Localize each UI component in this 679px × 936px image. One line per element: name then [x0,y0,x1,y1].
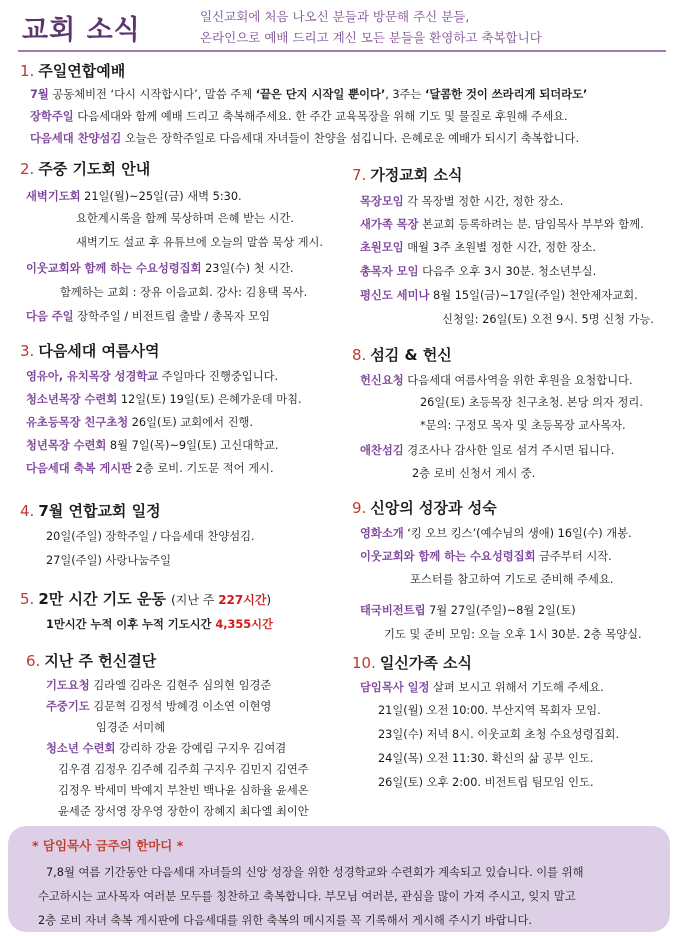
section-title: 주중 기도회 안내 [38,160,151,178]
section-house-church [352,164,462,185]
text-line: 김우겸 김정우 김주혜 김주희 구지우 김민지 김연주 [58,763,309,776]
text-line: 태국비전트립 7월 27일(주일)~8월 2일(토) [360,604,576,617]
text-line: 27일(주일) 사랑나눔주일 [46,554,171,567]
section-july-schedule [20,500,161,521]
text-line: 총목자 모임 다음주 오후 3시 30분. 청소년부실. [360,265,597,278]
section-heading [352,652,472,673]
text-line: 헌신요청 다음세대 여름사역을 위한 후원을 요청합니다. [360,374,633,387]
text-line: 포스터를 참고하여 기도로 준비해 주세요. [410,573,614,586]
text-line: 주중기도 김문혁 김정석 방혜경 이소연 이현영 [46,700,272,713]
section-summer-ministry [20,340,159,361]
section-title: 7월 연합교회 일정 [38,502,161,520]
section-number: 7. [352,166,367,184]
section-number: 8. [352,346,367,364]
text-line: 목장모임 각 목장별 정한 시간, 정한 장소. [360,195,564,208]
section-title: 가정교회 소식 [370,166,463,184]
section-faith-growth [352,497,497,518]
text-line: 다음세대 찬양섬김 오늘은 장학주일로 다음세대 자녀들이 찬양을 섬깁니다. 은혜로운 예배가 되시기 축복합니다. [30,132,580,145]
section-commitments [26,650,156,671]
text-line: 새벽기도회 21일(월)~25일(금) 새벽 5:30. [26,190,242,203]
text-line: 청소년 수련회 강리하 강윤 강예림 구지우 김여겸 [46,742,287,755]
section-heading [26,650,156,671]
text-line: 7월 공동체비전 ‘다시 시작합시다’, 말씀 주제 ‘끝은 단지 시작일 뿐이다’, 3주는 ‘달콤한 것이 쓰라리게 되더라도’ [30,88,588,101]
text-line: 24일(목) 오전 11:30. 확신의 삶 공부 인도. [378,752,594,765]
pastor-message-box [8,826,670,932]
text-line: 23일(수) 저녁 8시. 이웃교회 초청 수요성령집회. [378,728,620,741]
text-line: 새벽기도 설교 후 유튜브에 오늘의 말씀 묵상 게시. [76,236,323,249]
text-line: 이웃교회와 함께 하는 수요성령집회 금주부터 시작. [360,550,612,563]
text-line: 담임목사 일정 살펴 보시고 위해서 기도해 주세요. [360,681,604,694]
text-line: 애찬섬김 경조사나 감사한 일로 섬겨 주시면 됩니다. [360,444,615,457]
section-heading [20,500,161,521]
welcome-line-2: 온라인으로 예배 드리고 계신 모든 분들을 환영하고 축복합니다 [200,30,542,45]
text-line: 청년목장 수련회 8월 7일(목)~9일(토) 고신대학교. [26,439,279,452]
section-heading [20,588,271,609]
welcome-message [200,6,542,48]
text-line: 초원모임 매월 3주 초원별 정한 시간, 정한 장소. [360,241,596,254]
text-line: 요한계시록을 함께 묵상하며 은혜 받는 시간. [76,212,294,225]
section-number: 2. [20,160,35,178]
section-title: 섬김 & 헌신 [370,346,452,364]
text-line: 신청일: 26일(토) 오전 9시. 5명 신청 가능. [442,313,654,326]
text-line: 26일(토) 초등목장 친구초청. 본당 의자 정리. [420,396,643,409]
pastor-message-line: 7,8월 여름 기간동안 다음세대 자녀들의 신앙 성장을 위한 성경학교와 수련회가 계속되고 있습니다. 이를 위해 [46,866,584,879]
text-line: 이웃교회와 함께 하는 수요성령집회 23일(수) 첫 시간. [26,262,294,275]
section-heading [352,497,497,518]
text-line: *문의: 구정모 목자 및 초등목장 교사목자. [420,419,626,432]
header-divider [18,50,666,52]
section-family-news [352,652,472,673]
prayer-hours-note: (지난 주 227시간) [171,593,272,607]
section-number: 9. [352,499,367,517]
section-heading [20,158,150,179]
text-line: 다음세대 축복 게시판 2층 로비. 기도문 적어 게시. [26,462,274,475]
text-line: 함께하는 교회 : 장유 이음교회. 강사: 김용택 목사. [60,286,308,299]
text-line: 임경준 서미혜 [96,721,166,734]
section-number: 1. [20,62,35,80]
pastor-message-line: 수고하시는 교사목자 여러분 모두를 칭찬하고 축복합니다. 부모님 여러분, 관심을 많이 가져 주시고, 잊지 말고 [38,890,576,903]
text-line: 영유아, 유치목장 성경학교 주일마다 진행중입니다. [26,370,279,383]
welcome-line-1: 일신교회에 처음 나오신 분들과 방문해 주신 분들, [200,9,470,24]
section-number: 5. [20,590,35,608]
text-line: 26일(토) 오후 2:00. 비전트립 팀모임 인도. [378,776,594,789]
text-line: 새가족 목장 본교회 등록하려는 분. 담임목사 부부와 함께. [360,218,644,231]
section-prayer-movement [20,588,271,609]
section-sunday-worship [20,60,125,81]
text-line: 다음 주일 장학주일 / 비전트립 출발 / 총목자 모임 [26,310,271,323]
text-line: 장학주일 다음세대와 함께 예배 드리고 축복해주세요. 한 주간 교육목장을 위해 기도 및 물질로 후원해 주세요. [30,110,568,123]
text-line: 청소년목장 수련회 12일(토) 19일(토) 은혜가운데 마침. [26,393,302,406]
section-number: 3. [20,342,35,360]
prayer-hours-total: 1만시간 누적 이후 누적 기도시간 4,355시간 [46,618,273,631]
text-line: 2층 로비 신청서 게시 중. [412,467,536,480]
section-title: 2만 시간 기도 운동 [38,590,166,608]
page-title: 교회 소식 [22,15,141,46]
section-number: 6. [26,652,41,670]
section-heading [20,340,159,361]
section-title: 다음세대 여름사역 [38,342,160,360]
section-title: 지난 주 헌신결단 [44,652,157,670]
section-number: 4. [20,502,35,520]
section-service [352,344,452,365]
section-heading [20,60,125,81]
text-line: 20일(주일) 장학주일 / 다음세대 찬양섬김. [46,530,255,543]
text-line: 윤세준 장서영 장우영 장한이 장혜지 최다엘 최이안 [58,805,309,818]
section-heading [352,344,452,365]
section-title: 일신가족 소식 [379,654,473,672]
section-title: 신앙의 성장과 성숙 [370,499,497,517]
text-line: 평신도 세미나 8월 15일(금)~17일(주일) 천안제자교회. [360,289,638,302]
section-heading [352,164,462,185]
text-line: 유초등목장 친구초청 26일(토) 교회에서 진행. [26,416,254,429]
section-title: 주일연합예배 [38,62,126,80]
text-line: 영화소개 ‘킹 오브 킹스’(예수님의 생애) 16일(수) 개봉. [360,527,632,540]
text-line: 기도요청 김라엘 김라온 김현주 심의현 임경준 [46,679,272,692]
text-line: 21일(월) 오전 10:00. 부산지역 목회자 모임. [378,704,601,717]
section-number: 10. [352,654,376,672]
text-line: 김정우 박세미 박예지 부찬빈 백나윤 심하율 윤세온 [58,784,309,797]
pastor-message-line: 2층 로비 자녀 축복 게시판에 다음세대를 위한 축복의 메시지를 꼭 기록해서 게시해 주시기 바랍니다. [38,914,532,927]
section-weekday-prayer [20,158,150,179]
pastor-message-title: * 담임목사 금주의 한마디 * [32,838,184,853]
text-line: 기도 및 준비 모임: 오늘 오후 1시 30분. 2층 목양실. [384,628,642,641]
